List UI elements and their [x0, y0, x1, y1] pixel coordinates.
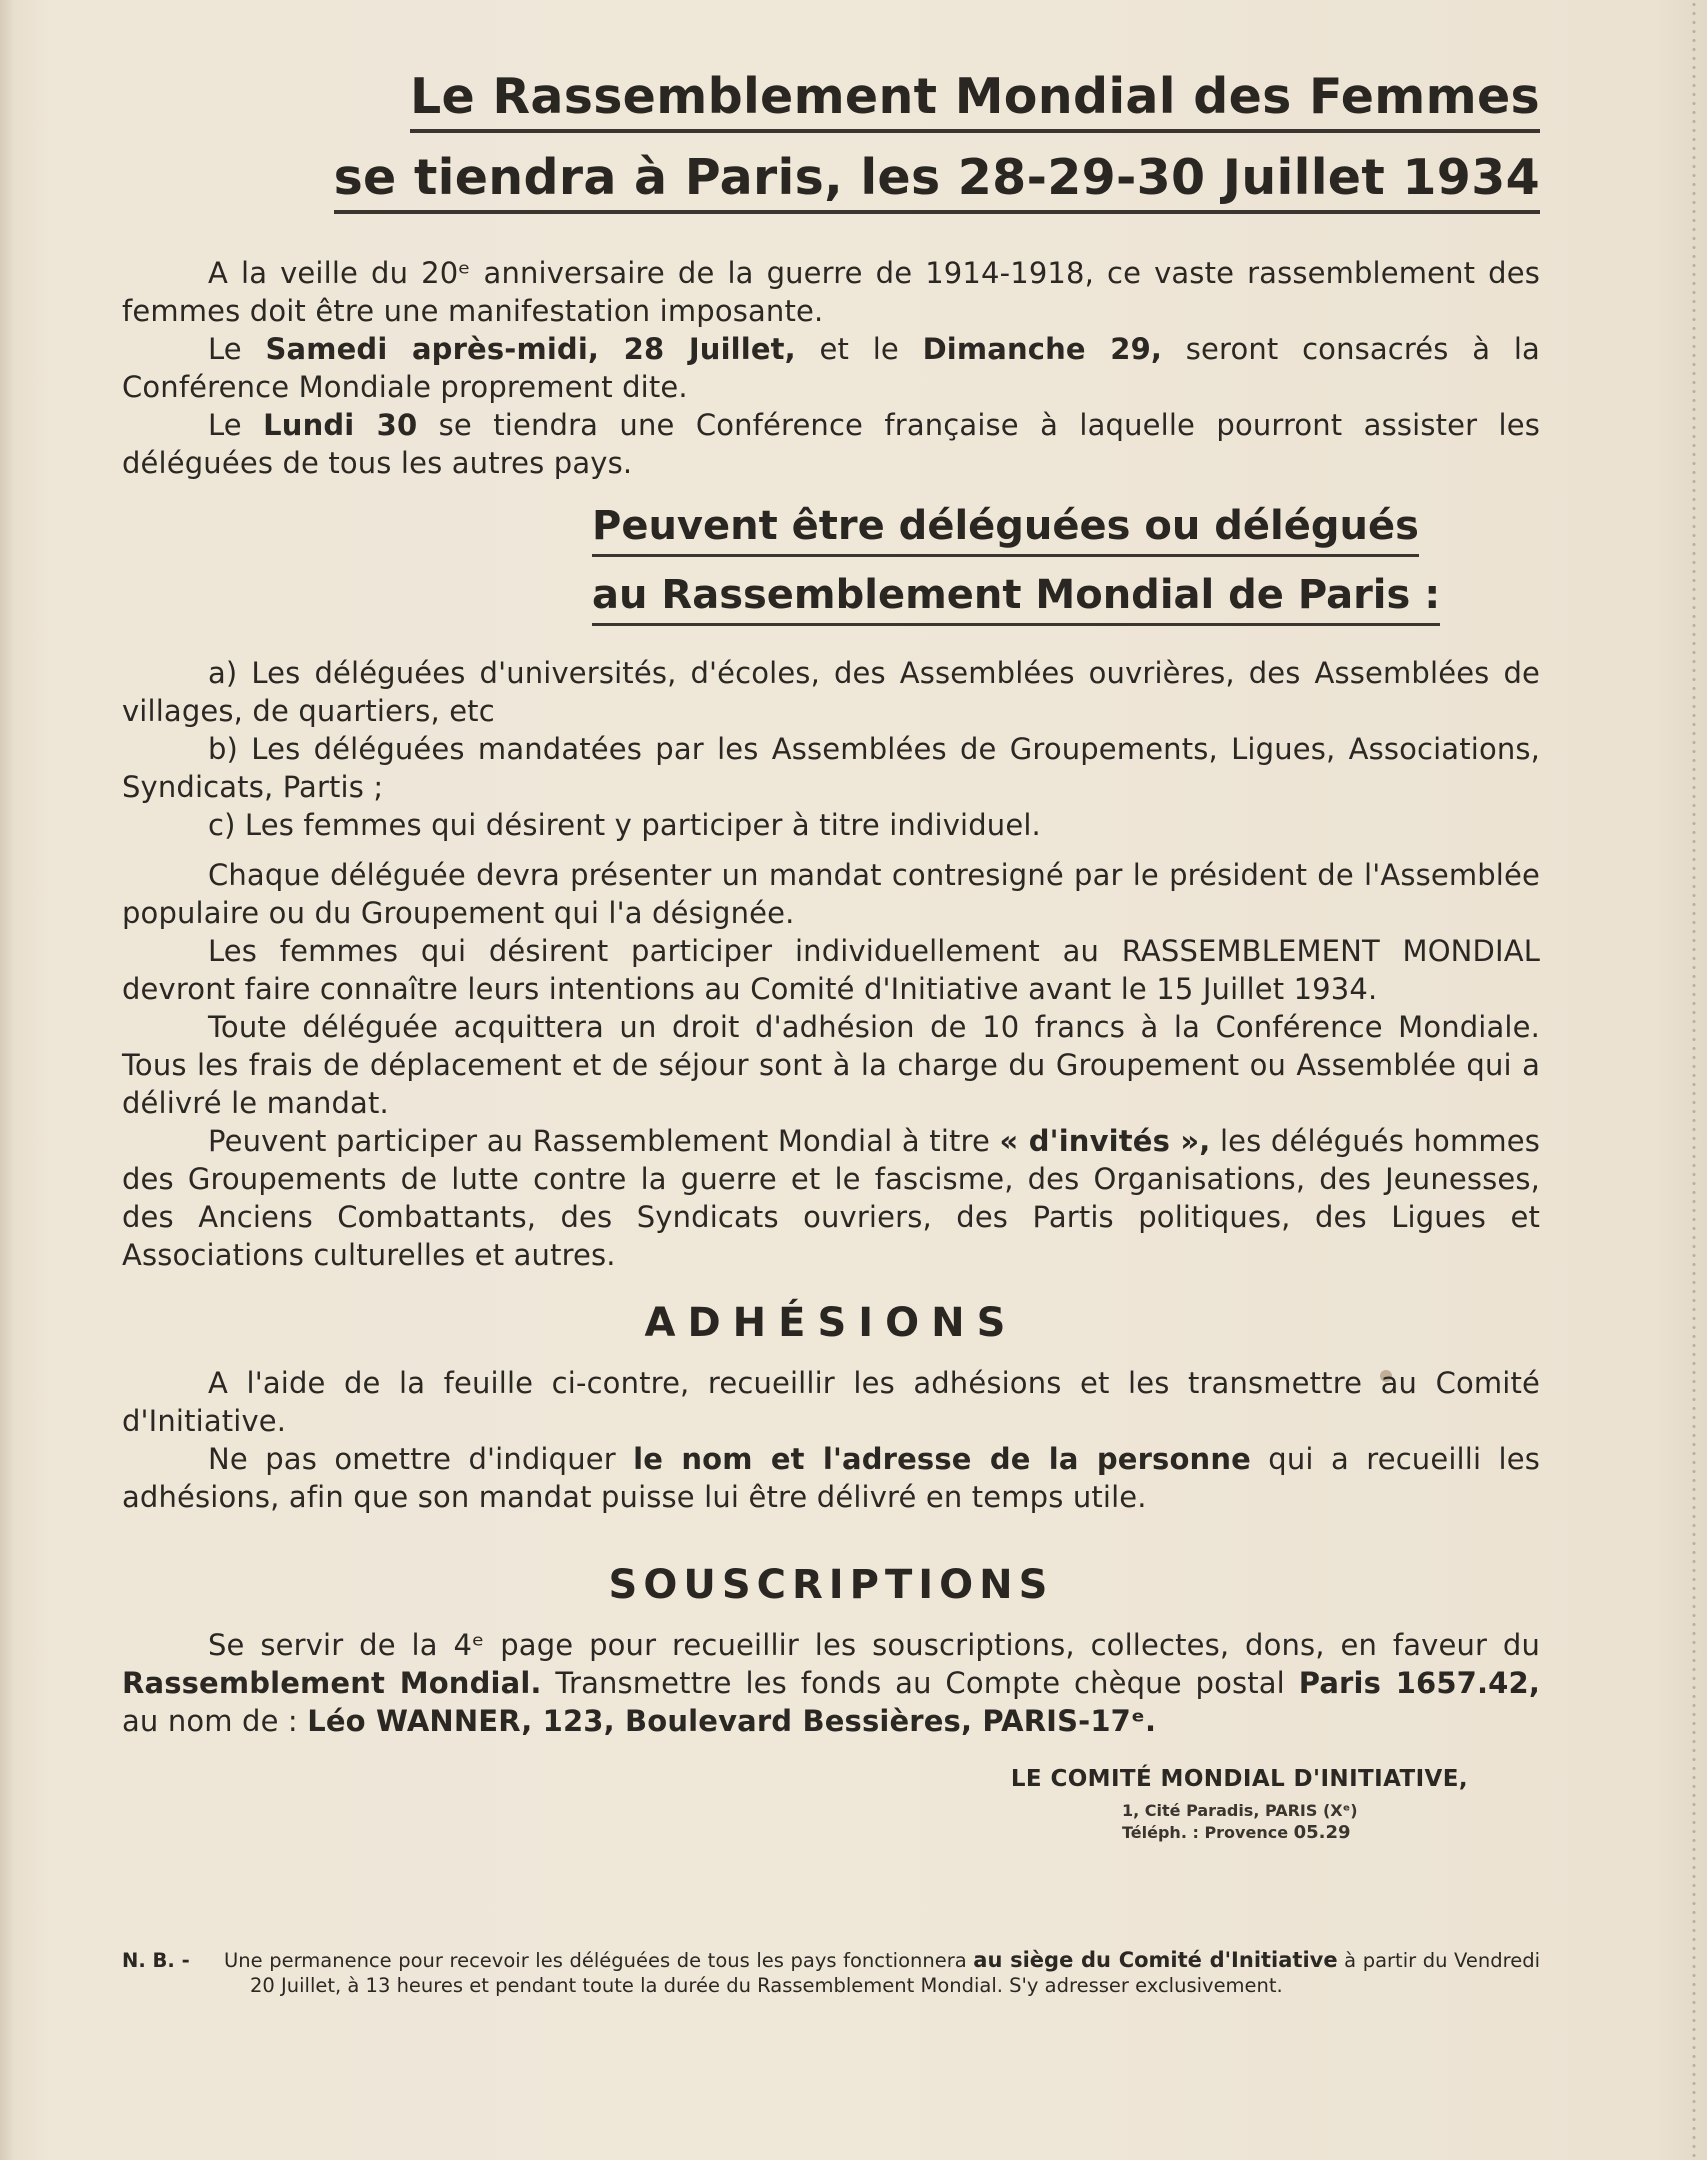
- paper-fold-shadow: [0, 0, 14, 2160]
- intro-paragraph-2: Le Samedi après-midi, 28 Juillet, et le Dimanche 29, seront consacrés à la Conférence Mondiale proprement dite.: [122, 332, 1540, 404]
- title-line-2: se tiendra à Paris, les 28-29-30 Juillet 1934: [122, 153, 1540, 214]
- signature-address: [1122, 1800, 1540, 1844]
- invited-paragraph: Peuvent participer au Rassemblement Mondial à titre « d'invités », les délégués hommes des Groupements de lutte contre la guerre et le fascisme, des Organisations, des Jeunesses, des Anciens Combattants, des Syndicats ouvriers, des Partis politiques, des Ligues et Associations culturelles et autres.: [122, 1124, 1540, 1272]
- fee-paragraph: Toute déléguée acquittera un droit d'adhésion de 10 francs à la Conférence Mondiale. Tous les frais de déplacement et de séjour sont à la charge du Groupement ou Assemblée qui a délivré le mandat.: [122, 1010, 1540, 1120]
- signature-committee: LE COMITÉ MONDIAL D'INITIATIVE,: [1010, 1766, 1468, 1792]
- title-line-1: Le Rassemblement Mondial des Femmes: [122, 72, 1540, 133]
- nb-text: Une permanence pour recevoir les déléguées de tous les pays fonctionnera au siège du Comité d'Initiative à partir du Vendredi 20 Juillet, à 13 heures et pendant toute la durée du Rassemblement Mondial. S'y adresser exclusivement.: [224, 1948, 1540, 1997]
- committee-address: 1, Cité Paradis, PARIS (Xᵉ): [1122, 1801, 1358, 1820]
- delegates-heading-line-2: au Rassemblement Mondial de Paris :: [592, 575, 1440, 626]
- delegates-item-c: c) Les femmes qui désirent y participer à titre individuel.: [208, 808, 1041, 842]
- intro-paragraph-1: A la veille du 20ᵉ anniversaire de la guerre de 1914-1918, ce vaste rassemblement des femmes doit être une manifestation imposante.: [122, 256, 1540, 328]
- individual-paragraph: Les femmes qui désirent participer individuellement au RASSEMBLEMENT MONDIAL devront faire connaître leurs intentions au Comité d'Initiative avant le 15 Juillet 1934.: [122, 934, 1540, 1006]
- delegates-item-b: b) Les déléguées mandatées par les Assemblées de Groupements, Ligues, Associations, Syndicats, Partis ;: [122, 732, 1540, 804]
- perforated-edge: [1691, 0, 1697, 2160]
- delegates-heading: [592, 503, 1472, 626]
- adhesions-paragraph-2: Ne pas omettre d'indiquer le nom et l'adresse de la personne qui a recueilli les adhésions, afin que son mandat puisse lui être délivré en temps utile.: [122, 1442, 1540, 1514]
- mandate-paragraph: Chaque déléguée devra présenter un mandat contresigné par le président de l'Assemblée populaire ou du Groupement qui l'a désignée.: [122, 858, 1540, 930]
- souscriptions-paragraph: Se servir de la 4ᵉ page pour recueillir les souscriptions, collectes, dons, en faveur du Rassemblement Mondial. Transmettre les fonds au Compte chèque postal Paris 1657.42, au nom de : Léo WANNER, 123, Boulevard Bessières, PARIS-17ᵉ.: [122, 1628, 1541, 1738]
- delegates-item-a: a) Les déléguées d'universités, d'écoles, des Assemblées ouvrières, des Assemblées de villages, de quartiers, etc: [122, 656, 1540, 728]
- document-body: [122, 68, 1541, 1844]
- adhesions-heading: ADHÉSIONS: [644, 1300, 1018, 1346]
- committee-phone: Téléph. : Provence 05.29: [1122, 1822, 1351, 1843]
- adhesions-paragraph-1: A l'aide de la feuille ci-contre, recueillir les adhésions et les transmettre au Comité d'Initiative.: [122, 1366, 1540, 1438]
- nota-bene: [122, 1948, 1540, 1998]
- intro-paragraph-3: Le Lundi 30 se tiendra une Conférence française à laquelle pourront assister les déléguées de tous les autres pays.: [122, 408, 1540, 480]
- nb-label: N. B. -: [122, 1949, 190, 1972]
- delegates-heading-line-1: Peuvent être déléguées ou délégués: [592, 506, 1419, 557]
- souscriptions-heading: SOUSCRIPTIONS: [608, 1562, 1054, 1608]
